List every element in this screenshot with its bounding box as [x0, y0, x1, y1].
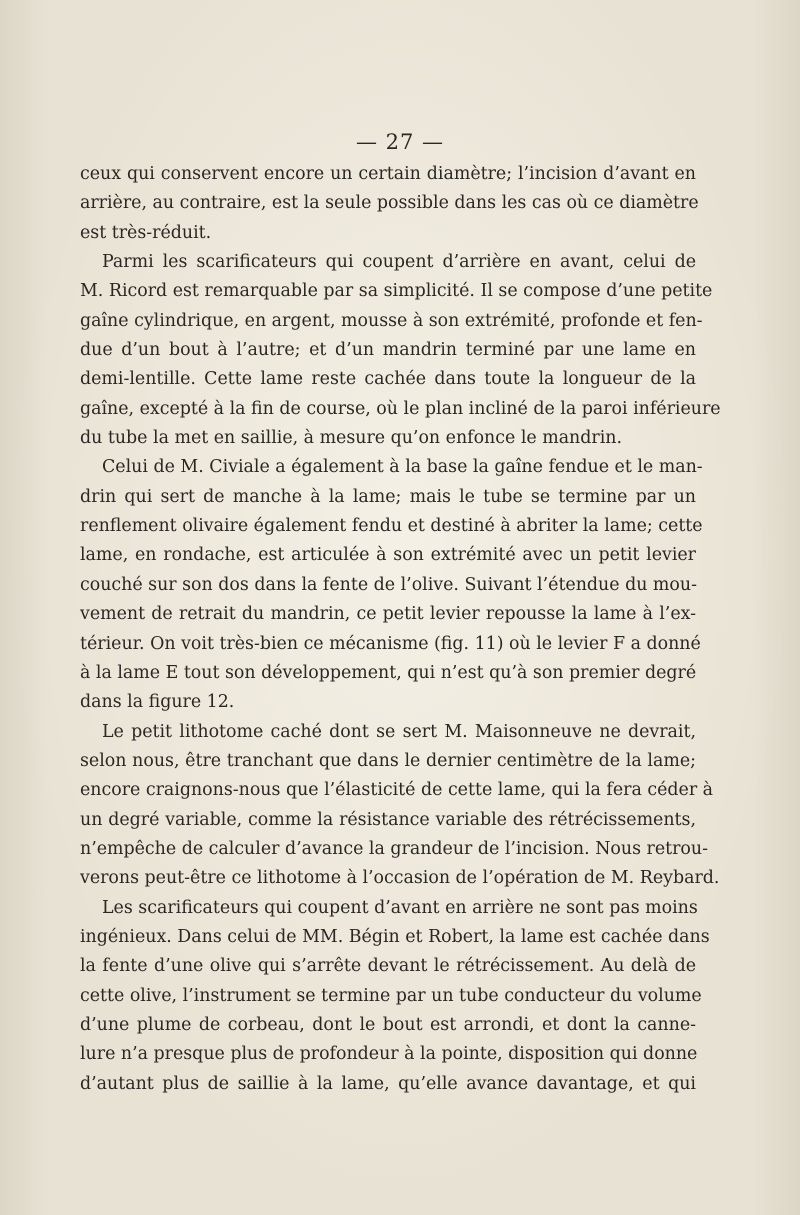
- paragraph-5: [80, 894, 710, 1099]
- text-line: gaîne, excepté à la fin de course, où le plan incliné de la paroi inférieure: [80, 398, 721, 419]
- text-line: Parmi les scarificateurs qui coupent d’arrière en avant, celui de: [102, 252, 696, 273]
- text-line: Les scarificateurs qui coupent d’avant en arrière ne sont pas moins: [102, 897, 698, 918]
- text-line: d’autant plus de saillie à la lame, qu’elle avance davantage, et qui: [80, 1073, 696, 1094]
- text-line: un degré variable, comme la résistance variable des rétrécissements,: [80, 809, 696, 830]
- text-line: couché sur son dos dans la fente de l’olive. Suivant l’étendue du mou-: [80, 574, 697, 595]
- text-line: du tube la met en saillie, à mesure qu’on enfonce le mandrin.: [80, 428, 622, 449]
- paragraph-3: [80, 453, 703, 717]
- text-line: térieur. On voit très-bien ce mécanisme (fig. 11) où le levier F a donné: [80, 633, 701, 654]
- text-line: gaîne cylindrique, en argent, mousse à son extrémité, profonde et fen-: [80, 310, 703, 331]
- text-line: dans la figure 12.: [80, 692, 235, 713]
- text-line: ceux qui conservent encore un certain diamètre; l’incision d’avant en: [80, 164, 696, 184]
- text-line: arrière, au contraire, est la seule possible dans les cas où ce diamètre: [80, 193, 699, 214]
- text-line: selon nous, être tranchant que dans le dernier centimètre de la lame;: [80, 750, 696, 771]
- text-line: Celui de M. Civiale a également à la base la gaîne fendue et le man-: [102, 457, 703, 478]
- text-line: vement de retrait du mandrin, ce petit levier repousse la lame à l’ex-: [80, 604, 696, 625]
- text-line: d’une plume de corbeau, dont le bout est arrondi, et dont la canne-: [80, 1014, 696, 1035]
- text-line: Le petit lithotome caché dont se sert M. Maisonneuve ne devrait,: [102, 721, 696, 742]
- text-line: à la lame E tout son développement, qui n’est qu’à son premier degré: [80, 662, 697, 683]
- text-line: drin qui sert de manche à la lame; mais le tube se termine par un: [80, 486, 696, 507]
- text-line: lame, en rondache, est articulée à son extrémité avec un petit levier: [80, 545, 696, 566]
- paragraph-2: [80, 248, 721, 453]
- text-line: demi-lentille. Cette lame reste cachée dans toute la longueur de la: [80, 369, 696, 390]
- paragraph-4: [80, 718, 720, 894]
- text-line: verons peut-être ce lithotome à l’occasion de l’opération de M. Reybard.: [80, 868, 720, 889]
- text-line: renflement olivaire également fendu et destiné à abriter la lame; cette: [80, 516, 703, 537]
- body-text: [80, 160, 721, 1099]
- text-line: cette olive, l’instrument se termine par un tube conducteur du volume: [80, 985, 702, 1006]
- text-line: ingénieux. Dans celui de MM. Bégin et Robert, la lame est cachée dans: [80, 926, 710, 947]
- text-line: n’empêche de calculer d’avance la grandeur de l’incision. Nous retrou-: [80, 838, 708, 859]
- paragraph-1: [80, 160, 699, 248]
- text-line: M. Ricord est remarquable par sa simplicité. Il se compose d’une petite: [80, 281, 713, 302]
- text-line: la fente d’une olive qui s’arrête devant le rétrécissement. Au delà de: [80, 956, 696, 977]
- text-line: lure n’a presque plus de profondeur à la pointe, disposition qui donne: [80, 1044, 698, 1065]
- page-number: — 27 —: [355, 130, 445, 154]
- text-line: est très-réduit.: [80, 222, 212, 243]
- text-line: due d’un bout à l’autre; et d’un mandrin terminé par une lame en: [80, 340, 696, 361]
- text-line: encore craignons-nous que l’élasticité de cette lame, qui la fera céder à: [80, 780, 714, 801]
